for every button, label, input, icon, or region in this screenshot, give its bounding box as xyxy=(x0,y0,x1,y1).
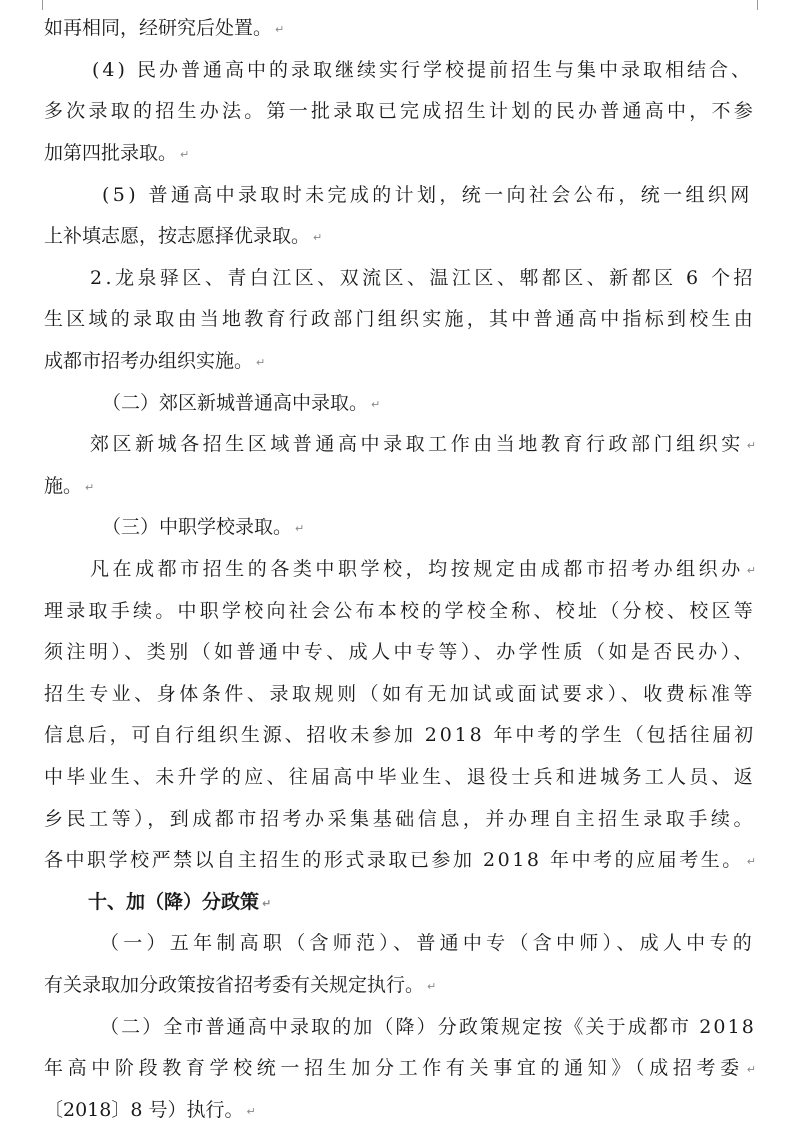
text-line xyxy=(44,755,756,797)
paragraph-mark-icon: ↵ xyxy=(371,397,381,411)
line-text: 成都市招考办组织实施。 xyxy=(44,350,254,373)
line-text: 有关录取加分政策按省招考委有关规定执行。 xyxy=(44,973,425,996)
paragraph-mark-icon: ↵ xyxy=(262,896,272,910)
paragraph-mark-icon: ↵ xyxy=(246,1104,256,1118)
line-text: 加第四批录取。 xyxy=(44,142,178,165)
text-line xyxy=(44,505,756,547)
paragraph-mark-icon: ↵ xyxy=(427,979,437,993)
paragraph-mark-icon: ↵ xyxy=(313,231,323,245)
line-text: 中毕业生、未升学的应、往届高中毕业生、退役士兵和进城务工人员、返 xyxy=(44,765,756,788)
text-line xyxy=(44,89,756,131)
line-text: 如再相同，经研究后处置。 xyxy=(44,17,273,40)
line-text: 生区域的录取由当地教育行政部门组织实施，其中普通高中指标到校生由 xyxy=(44,308,756,331)
paragraph-mark-icon: ↵ xyxy=(256,356,266,370)
line-text: (5) 普通高中录取时未完成的计划，统一向社会公布，统一组织网 xyxy=(102,183,753,206)
text-line xyxy=(44,1046,756,1088)
paragraph-mark-icon: ↵ xyxy=(295,522,305,536)
paragraph-mark-icon: ↵ xyxy=(746,1063,756,1077)
line-text: 郊区新城各招生区域普通高中录取工作由当地教育行政部门组织实 xyxy=(90,433,744,456)
line-text: 信息后，可自行组织生源、招收未参加 2018 年中考的学生（包括往届初 xyxy=(44,724,756,747)
line-text: (4) 民办普通高中的录取继续实行学校提前招生与集中录取相结合、 xyxy=(92,58,753,81)
crop-mark-left xyxy=(20,0,43,10)
line-text: 乡民工等），到成都市招考办采集基础信息，并办理自主招生录取手续。 xyxy=(44,807,756,830)
paragraph-mark-icon: ↵ xyxy=(180,148,190,162)
line-text: （一）五年制高职（含师范）、普通中专（含中师）、成人中专的 xyxy=(100,932,756,955)
text-line xyxy=(44,256,756,298)
text-line xyxy=(44,921,756,963)
text-line xyxy=(44,713,756,755)
line-text: 理录取手续。中职学校向社会公布本校的学校全称、校址（分校、校区等 xyxy=(44,599,756,622)
line-text: 施。 xyxy=(44,474,83,497)
text-line xyxy=(44,131,756,173)
line-text: 〔2018〕8 号）执行。 xyxy=(44,1098,244,1121)
paragraph-mark-icon: ↵ xyxy=(746,439,756,453)
text-line xyxy=(44,380,756,422)
text-line xyxy=(44,630,756,672)
text-line xyxy=(44,297,756,339)
line-text: 凡在成都市招生的各类中职学校，均按规定由成都市招考办组织办 xyxy=(90,558,744,581)
text-line xyxy=(44,339,756,381)
document-body xyxy=(44,6,756,1129)
line-text: 招生专业、身体条件、录取规则（如有无加试或面试要求）、收费标准等 xyxy=(44,682,756,705)
line-text: （二）全市普通高中录取的加（降）分政策规定按《关于成都市 2018 xyxy=(100,1015,756,1038)
text-line xyxy=(44,1087,756,1129)
text-line xyxy=(44,796,756,838)
line-text: 2.龙泉驿区、青白江区、双流区、温江区、郫都区、新都区 6 个招 xyxy=(90,266,756,289)
paragraph-mark-icon: ↵ xyxy=(746,855,756,869)
line-text: （三）中职学校录取。 xyxy=(102,516,293,539)
line-text: 多次录取的招生办法。第一批录取已完成招生计划的民办普通高中，不参 xyxy=(44,100,756,123)
line-text: 上补填志愿，按志愿择优录取。 xyxy=(44,225,311,248)
paragraph-mark-icon: ↵ xyxy=(275,23,285,37)
paragraph-mark-icon: ↵ xyxy=(85,480,95,494)
line-text: （二）郊区新城普通高中录取。 xyxy=(102,391,369,414)
crop-mark-right xyxy=(757,0,780,10)
line-text: 各中职学校严禁以自主招生的形式录取已参加 2018 年中考的应届考生。 xyxy=(44,849,744,872)
text-line xyxy=(44,172,756,214)
text-line xyxy=(44,214,756,256)
text-line xyxy=(44,48,756,90)
text-line xyxy=(44,6,756,48)
text-line xyxy=(44,464,756,506)
paragraph-mark-icon: ↵ xyxy=(746,564,756,578)
text-line xyxy=(44,672,756,714)
text-line xyxy=(44,1004,756,1046)
line-text: 年高中阶段教育学校统一招生加分工作有关事宜的通知》（成招考委 xyxy=(44,1057,744,1080)
text-line xyxy=(44,422,756,464)
text-line xyxy=(44,547,756,589)
text-line xyxy=(44,838,756,880)
line-text: 须注明）、类别（如普通中专、成人中专等）、办学性质（如是否民办）、 xyxy=(44,641,756,664)
section-heading xyxy=(44,879,756,921)
text-line xyxy=(44,588,756,630)
line-text: 十、加（降）分政策 xyxy=(88,890,260,913)
text-line xyxy=(44,963,756,1005)
